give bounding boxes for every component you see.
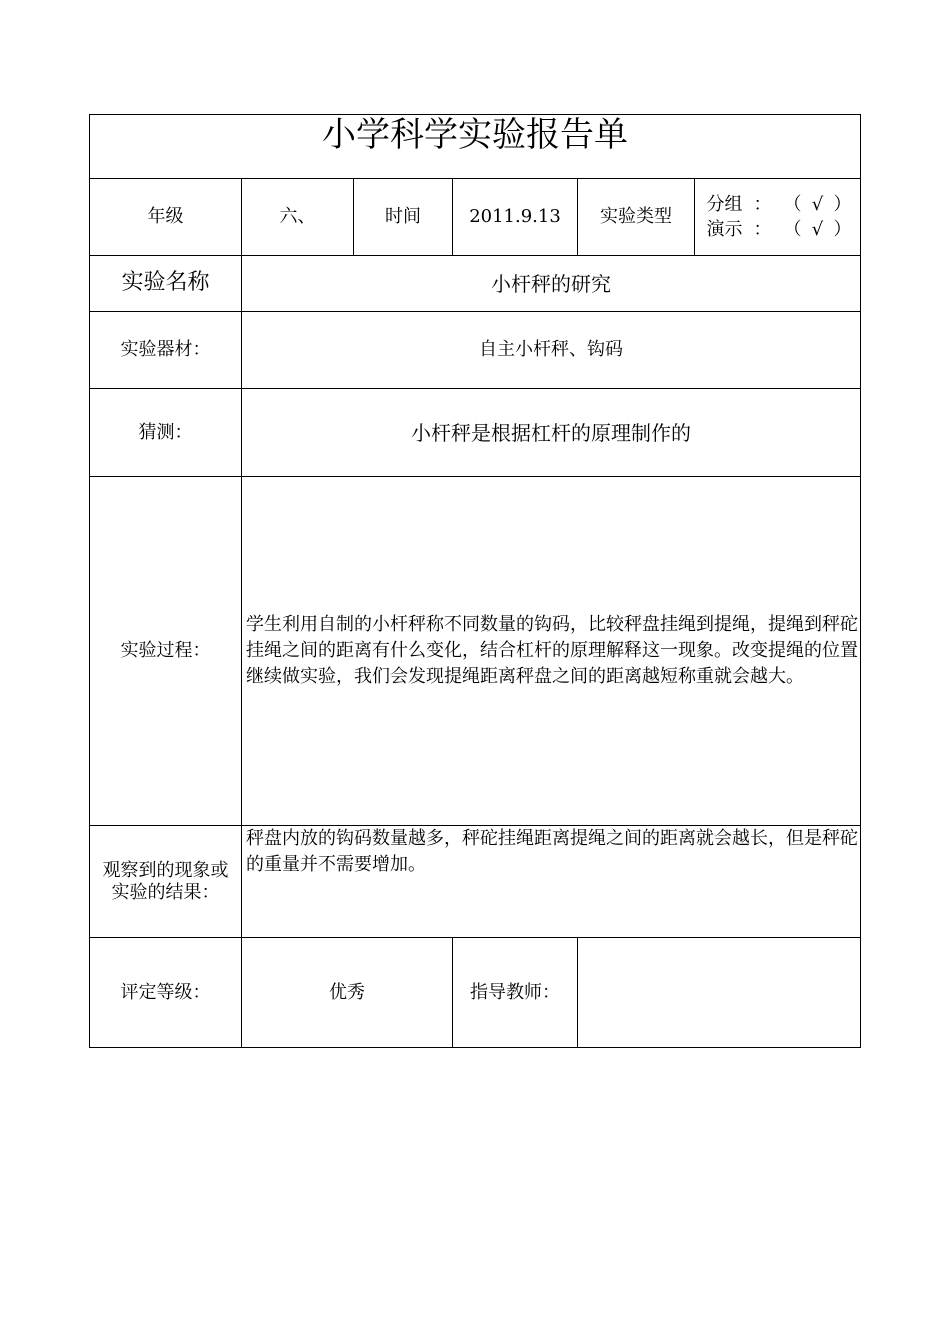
- teacher-label: 指导教师：: [453, 938, 578, 1047]
- result-label: 观察到的现象或实验的结果：: [90, 826, 242, 938]
- teacher-value: [578, 938, 860, 1047]
- type-option-close: ）: [833, 219, 852, 240]
- materials-label: 实验器材：: [90, 312, 242, 389]
- type-option-open: （: [783, 219, 802, 240]
- time-label: 时间: [354, 179, 453, 256]
- guess-label: 猜测：: [90, 389, 242, 477]
- grade-label: 年级: [90, 179, 242, 256]
- materials-value: 自主小杆秤、钩码: [242, 312, 860, 389]
- process-value: 学生利用自制的小杆秤称不同数量的钩码，比较秤盘挂绳到提绳，提绳到秤砣挂绳之间的距离有什么变化，结合杠杆的原理解释这一现象。改变提绳的位置继续做实验，我们会发现提绳距离秤盘之间的距离越短称重就会越大。: [246, 614, 858, 687]
- process-cell: [242, 477, 860, 826]
- checkmark-icon: √: [811, 219, 824, 240]
- experiment-report-table: [89, 114, 861, 1048]
- type-option-open: （: [783, 194, 802, 215]
- guess-value: 小杆秤是根据杠杆的原理制作的: [242, 389, 860, 477]
- type-option-group: [707, 192, 853, 217]
- checkmark-icon: √: [811, 194, 824, 215]
- result-cell: [242, 826, 860, 938]
- type-option-label: 分组: [706, 194, 743, 215]
- rating-label: 评定等级：: [90, 938, 242, 1047]
- time-value: 2011.9.13: [453, 179, 578, 256]
- report-title: 小学科学实验报告单: [90, 115, 860, 179]
- experiment-name-value: 小杆秤的研究: [242, 256, 860, 312]
- type-option-demo: [707, 217, 853, 242]
- type-option-colon: ：: [753, 219, 772, 240]
- type-option-colon: ：: [753, 194, 772, 215]
- type-options-cell: [695, 179, 860, 256]
- process-label: 实验过程：: [90, 477, 242, 826]
- type-option-label: 演示: [706, 219, 743, 240]
- type-options: [703, 192, 853, 242]
- experiment-name-label: 实验名称: [90, 256, 242, 312]
- result-value: 秤盘内放的钩码数量越多，秤砣挂绳距离提绳之间的距离就会越长，但是秤砣的重量并不需要增加。: [246, 828, 858, 875]
- rating-value: 优秀: [242, 938, 453, 1047]
- type-option-close: ）: [833, 194, 852, 215]
- type-label: 实验类型: [578, 179, 695, 256]
- grade-value: 六、: [242, 179, 354, 256]
